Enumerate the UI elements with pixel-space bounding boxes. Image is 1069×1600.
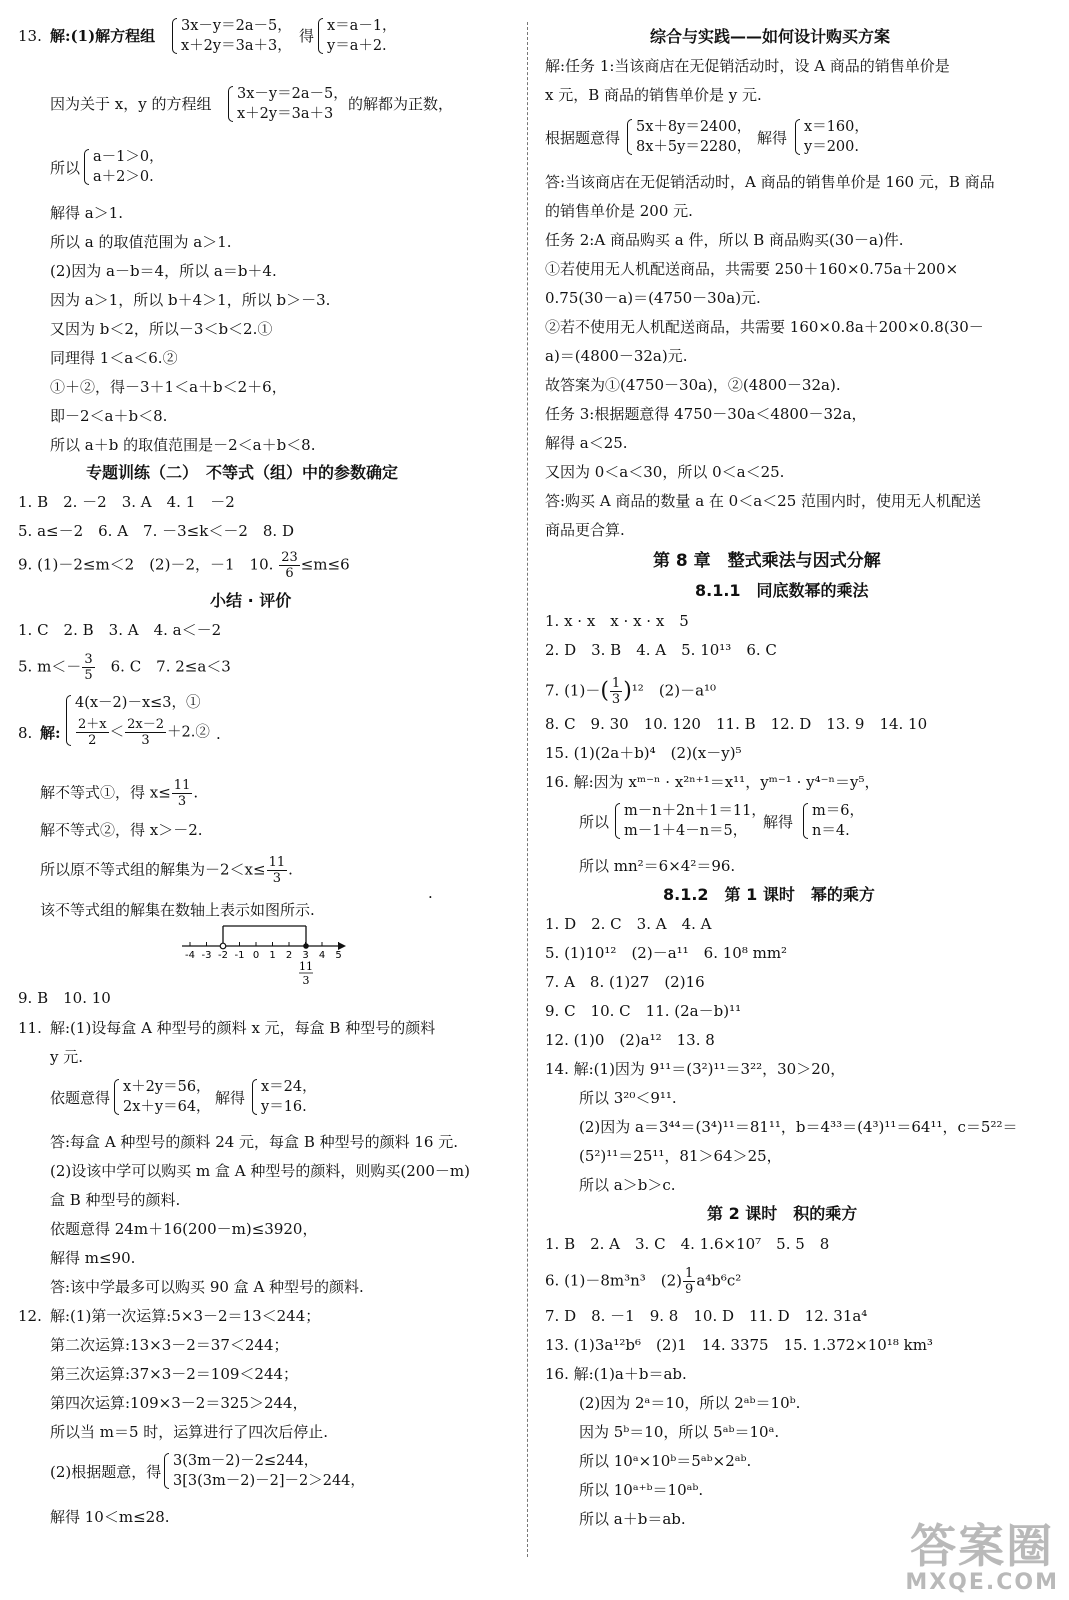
- q13-line: 解得 a＞1.: [50, 204, 124, 222]
- q13-de: 得: [299, 27, 315, 45]
- axis-tick-label: 2: [285, 950, 293, 961]
- q13-line2b: 的解都为正数，: [348, 95, 454, 113]
- zonghe-line: x 元，B 商品的销售单价是 y 元.: [545, 86, 762, 104]
- zonghe-line: 答:购买 A 商品的数量 a 在 0＜a＜25 范围内时，使用无人机配送: [545, 492, 982, 510]
- s811-answers: 8. C 9. 30 10. 120 11. B 12. D 13. 9 14. 10: [545, 715, 928, 733]
- q12-line: 解:(1)第一次运算:5×3－2＝13＜244；: [50, 1307, 321, 1325]
- axis-tick-label: -1: [234, 950, 245, 961]
- section-title-zhuanti: 专题训练（二） 不等式（组）中的参数确定: [86, 463, 399, 482]
- q12-last: 解得 10＜m≤28.: [50, 1508, 170, 1526]
- k2-line: 所以 10ᵃ×10ᵇ＝5ᵃᵇ×2ᵃᵇ.: [579, 1452, 752, 1470]
- s811-solution: m＝6， n＝4.: [803, 801, 864, 841]
- axis-tick-label: -3: [201, 950, 212, 961]
- fraction: $\frac{1}{9}$: [685, 1266, 694, 1297]
- k2-answers: 1. B 2. A 3. C 4. 1.6×10⁷ 5. 5 8: [545, 1235, 830, 1253]
- q13-line: 即－2＜a＋b＜8.: [50, 407, 168, 425]
- q13-system-2: 3x－y＝2a－5， x＋2y＝3a＋3: [228, 84, 348, 124]
- dot: ·: [428, 888, 433, 906]
- q12-line: 第四次运算:109×3－2＝325＞244，: [50, 1394, 308, 1412]
- s812-line: 14. 解:(1)因为 9¹¹＝(3²)¹¹＝3²²，30＞20，: [545, 1060, 846, 1078]
- q8-sol4: 该不等式组的解集在数轴上表示如图所示.: [40, 901, 315, 919]
- fraction: $\frac{2+x}{2}$: [78, 717, 107, 748]
- q11-line: 解得 m≤90.: [50, 1249, 136, 1267]
- q11-system: x＋2y＝56， 2x＋y＝64，: [114, 1077, 211, 1117]
- zonghe-line: 的销售单价是 200 元.: [545, 202, 693, 220]
- q12-lead2: (2)根据题意，得: [50, 1463, 162, 1481]
- section-title-xiaojie: 小结 · 评价: [210, 591, 292, 610]
- k2-line: 7. D 8. －1 9. 8 10. D 11. D 12. 31a⁴: [545, 1307, 868, 1325]
- xiaojie-answers: 1. C 2. B 3. A 4. a＜－2: [18, 621, 222, 639]
- s811-system: m－n＋2n＋1＝11， m－1＋4－n＝5，: [615, 801, 766, 841]
- q13-line2a: 因为关于 x，y 的方程组: [50, 95, 212, 113]
- q11-number: 11.: [18, 1019, 42, 1037]
- q13-solution-1: x＝a－1， y＝a＋2.: [318, 16, 397, 56]
- s811-last: 所以 mn²＝6×4²＝96.: [579, 857, 736, 875]
- k2-line: 因为 5ᵇ＝10，所以 5ᵃᵇ＝10ᵃ.: [579, 1423, 780, 1441]
- q8-sol2: 解不等式②，得 x＞－2.: [40, 821, 203, 839]
- section-title-812: 8.1.2 第 1 课时 幂的乘方: [663, 885, 875, 904]
- q13-suoyi: 所以: [50, 159, 81, 177]
- q8-system: 4(x－2)－x≤3，① $\frac{2+x}{2}$ ＜ $\frac{2x-2}{3}$ ＋2.②: [66, 693, 210, 748]
- q11-jiede: 解得: [215, 1089, 246, 1107]
- axis-arrow: [338, 942, 346, 950]
- q11-line: 解:(1)设每盒 A 种型号的颜料 x 元，每盒 B 种型号的颜料: [50, 1019, 436, 1037]
- zonghe-line: 又因为 0＜a＜30，所以 0＜a＜25.: [545, 463, 785, 481]
- xiaojie-answers-5: 5. m＜－ $\frac{3}{5}$ 6. C 7. 2≤a＜3: [18, 652, 231, 683]
- axis-tick-label: 0: [252, 950, 260, 961]
- s812-line: 9. C 10. C 11. (2a－b)¹¹: [545, 1002, 742, 1020]
- k2-line: 所以 10ᵃ⁺ᵇ＝10ᵃᵇ.: [579, 1481, 704, 1499]
- zonghe-line: 解:任务 1:当该商店在无促销活动时，设 A 商品的销售单价是: [545, 57, 950, 75]
- watermark-logo: 答案圈 MXQE.COM: [905, 1519, 1059, 1595]
- zonghe-line: 任务 3:根据题意得 4750－30a＜4800－32a，: [545, 405, 867, 423]
- zhuanti-answers-9: 9. (1)－2≤m＜2 (2)－2，－1 10. $\frac{23}{6}$ ≤m≤6: [18, 550, 350, 581]
- k2-line: 13. (1)3a¹²b⁶ (2)1 14. 3375 15. 1.372×10¹⁸ km³: [545, 1336, 933, 1354]
- zhuanti-answers: 1. B 2. －2 3. A 4. 1 －2: [18, 493, 235, 511]
- q12-system: 3(3m－2)－2≤244， 3[3(3m－2)－2]－2＞244，: [164, 1451, 365, 1491]
- q12-line: 所以当 m＝5 时，运算进行了四次后停止.: [50, 1423, 329, 1441]
- fraction: $\frac{11}{3}$: [173, 778, 191, 809]
- axis-mark-numerator: 11: [299, 960, 313, 973]
- fraction: $\frac{3}{5}$: [84, 652, 93, 683]
- q8-sol1: 解不等式①，得 x≤ $\frac{11}{3}$ .: [40, 778, 199, 809]
- section-title-keshi2: 第 2 课时 积的乘方: [707, 1204, 858, 1223]
- axis-tick-label: -4: [185, 950, 195, 961]
- q11-line: (2)设该中学可以购买 m 盒 A 种型号的颜料，则购买(200－m): [50, 1162, 470, 1180]
- axis-ticks: [185, 942, 342, 961]
- zonghe-line: 0.75(30－a)＝(4750－30a)元.: [545, 289, 761, 307]
- q13-system-3: a－1＞0， a＋2＞0.: [84, 147, 164, 187]
- q12-line: 第二次运算:13×3－2＝37＜244；: [50, 1336, 289, 1354]
- q13-line: (2)因为 a－b＝4，所以 a＝b＋4.: [50, 262, 277, 280]
- zonghe-genju: 根据题意得: [545, 129, 621, 147]
- zonghe-line: ①若使用无人机配送商品，共需要 250＋160×0.75a＋200×: [545, 260, 959, 278]
- s812-line: (2)因为 a＝3⁴⁴＝(3⁴)¹¹＝81¹¹，b＝4³³＝(4³)¹¹＝64¹¹，c＝5²²＝: [579, 1118, 1018, 1136]
- q9-10-answers: 9. B 10. 10: [18, 989, 111, 1007]
- s812-line: 12. (1)0 (2)a¹² 13. 8: [545, 1031, 715, 1049]
- s812-line: (5²)¹¹＝25¹¹，81＞64＞25，: [579, 1147, 782, 1165]
- k2-line: 所以 a＋b＝ab.: [579, 1510, 686, 1528]
- fraction: $\frac{1}{3}$: [611, 676, 621, 707]
- s811-answers-7: 7. (1)－( $\frac{1}{3}$ )¹² (2)－a¹⁰: [545, 676, 717, 707]
- q12-line: 第三次运算:37×3－2＝109＜244；: [50, 1365, 299, 1383]
- q13-system-1: 3x－y＝2a－5， x＋2y＝3a＋3，: [172, 16, 292, 56]
- q13-line: ①＋②，得－3＋1＜a＋b＜2＋6，: [50, 378, 287, 396]
- k2-line: (2)因为 2ᵃ＝10，所以 2ᵃᵇ＝10ᵇ.: [579, 1394, 801, 1412]
- q13-line: 又因为 b＜2，所以－3＜b＜2.①: [50, 320, 273, 338]
- zonghe-system: 5x＋8y＝2400， 8x＋5y＝2280，: [627, 117, 751, 157]
- s812-line: 5. (1)10¹² (2)－a¹¹ 6. 10⁸ mm²: [545, 944, 788, 962]
- zonghe-solution: x＝160， y＝200.: [795, 117, 869, 157]
- s812-line: 1. D 2. C 3. A 4. A: [545, 915, 712, 933]
- zonghe-line: 商品更合算.: [545, 521, 625, 539]
- s811-answers: 16. 解:因为 xᵐ⁻ⁿ · x²ⁿ⁺¹＝x¹¹，yᵐ⁻¹ · y⁴⁻ⁿ＝y⁵，: [545, 773, 880, 791]
- zonghe-line: ②若不使用无人机配送商品，共需要 160×0.8a＋200×0.8(30－: [545, 318, 984, 336]
- q11-solution: x＝24， y＝16.: [252, 1077, 317, 1117]
- zonghe-line: 任务 2:A 商品购买 a 件，所以 B 商品购买(30－a)件.: [545, 231, 904, 249]
- q11-line: y 元.: [50, 1048, 84, 1066]
- s811-jiede: 解得: [763, 813, 794, 831]
- zonghe-line: 故答案为①(4750－30a)，②(4800－32a).: [545, 376, 841, 394]
- closed-endpoint: [303, 943, 309, 949]
- s811-answers: 15. (1)(2a＋b)⁴ (2)(x－y)⁵: [545, 744, 742, 762]
- q13-line: 所以 a 的取值范围为 a＞1.: [50, 233, 232, 251]
- q12-number: 12.: [18, 1307, 42, 1325]
- section-title-811: 8.1.1 同底数幂的乘法: [695, 581, 869, 600]
- q8-lead: 解:: [40, 724, 61, 742]
- axis-tick-label: 5: [335, 950, 342, 961]
- column-divider: [527, 22, 528, 1557]
- s811-suoyi: 所以: [579, 813, 610, 831]
- q13-line: 所以 a＋b 的取值范围是－2＜a＋b＜8.: [50, 436, 316, 454]
- k2-answers-6: 6. (1)－8m³n³ (2) $\frac{1}{9}$ a⁴b⁶c²: [545, 1266, 742, 1297]
- q8-sol3: 所以原不等式组的解集为－2＜x≤ $\frac{11}{3}$ .: [40, 855, 293, 886]
- zonghe-line: a)＝(4800－32a)元.: [545, 347, 688, 365]
- q13-line: 同理得 1＜a＜6.②: [50, 349, 178, 367]
- q8-number: 8.: [18, 724, 33, 742]
- zhuanti-answers: 5. a≤－2 6. A 7. －3≤k＜－2 8. D: [18, 522, 294, 540]
- fraction: $\frac{23}{6}$: [281, 550, 298, 581]
- axis-tick-label: -2: [218, 950, 228, 961]
- dot: ·: [216, 729, 221, 747]
- number-line-figure: [178, 920, 348, 988]
- s811-answers: 1. x · x x · x · x 5: [545, 612, 689, 630]
- axis-tick-label: 4: [318, 950, 326, 961]
- q13-number: 13.: [18, 27, 42, 45]
- k2-line: 16. 解:(1)a＋b＝ab.: [545, 1365, 687, 1383]
- zonghe-line: 解得 a＜25.: [545, 434, 628, 452]
- q11-yiti: 依题意得: [50, 1089, 111, 1107]
- q13-line: 因为 a＞1，所以 b＋4＞1，所以 b＞－3.: [50, 291, 331, 309]
- q11-line: 盒 B 种型号的颜料.: [50, 1191, 181, 1209]
- fraction: $\frac{2x-2}{3}$: [127, 717, 164, 748]
- q11-line: 答:每盒 A 种型号的颜料 24 元，每盒 B 种型号的颜料 16 元.: [50, 1133, 458, 1151]
- section-title-zonghe: 综合与实践——如何设计购买方案: [650, 27, 891, 46]
- s812-line: 所以 3²⁰＜9¹¹.: [579, 1089, 677, 1107]
- q11-line: 依题意得 24m＋16(200－m)≤3920，: [50, 1220, 318, 1238]
- s812-line: 7. A 8. (1)27 (2)16: [545, 973, 705, 991]
- open-endpoint: [220, 943, 226, 949]
- q11-line: 答:该中学最多可以购买 90 盒 A 种型号的颜料.: [50, 1278, 364, 1296]
- axis-tick-label: 3: [302, 950, 309, 961]
- s812-line: 所以 a＞b＞c.: [579, 1176, 676, 1194]
- s811-answers: 2. D 3. B 4. A 5. 10¹³ 6. C: [545, 641, 777, 659]
- zonghe-jiede: 解得: [757, 129, 788, 147]
- axis-tick-label: 1: [269, 950, 276, 961]
- chapter-title: 第 8 章 整式乘法与因式分解: [653, 551, 881, 571]
- q13-lead: 解:(1)解方程组: [50, 27, 156, 45]
- zonghe-line: 答:当该商店在无促销活动时，A 商品的销售单价是 160 元，B 商品: [545, 173, 995, 191]
- axis-mark-denominator: 3: [302, 974, 310, 987]
- fraction: $\frac{11}{3}$: [268, 855, 286, 886]
